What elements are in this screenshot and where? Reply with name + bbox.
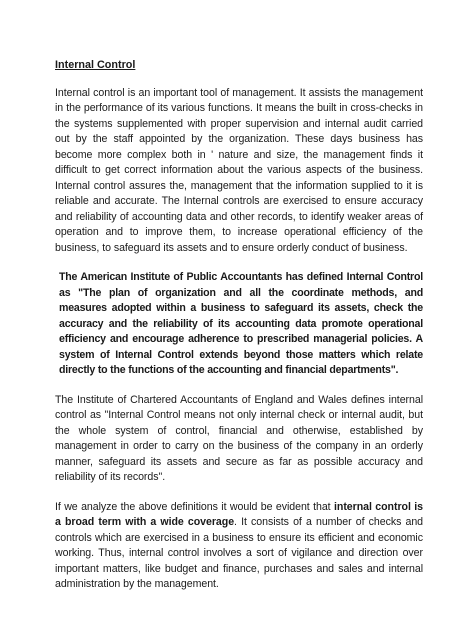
- paragraph-analysis-emphasis: internal control is a broad term with a wide coverage: [55, 500, 423, 528]
- document-page: [55, 58, 423, 593]
- document-heading: Internal Control: [55, 59, 136, 71]
- paragraph-analysis: [55, 500, 423, 593]
- paragraph-analysis-start: If we analyze the above definitions it would be evident that: [55, 500, 334, 513]
- paragraph-definition-intro: Internal control is an important tool of management. It assists the management in the performance of its various functions. It means the built in cross-checks in the systems supplemented with proper supervision and internal audit carried out by the staff appointed by the organization. These days business has become more complex both in ' nature and size, the management finds it difficult to get correct information about the various aspects of the business. Internal control assures the, management that the information supplied to it is reliable and accurate. The Internal controls are exercised to ensure accuracy and reliability of accounting data and other records, to identify weaker areas of operation and to improve them, to increase operational efficiency of the business, to safeguard its assets and to ensure orderly conduct of business.: [55, 86, 423, 254]
- paragraph-analysis-end: . It consists of a number of checks and controls which are exercised in a business to ensure its efficient and economic working. Thus, internal control involves a sort of vigilance and direction over important matters, like budget and finance, purchases and sales and internal administration by the management.: [55, 516, 424, 590]
- paragraph-aipa-definition: The American Institute of Public Accountants has defined Internal Control as "The plan of organization and all the coordinate methods, and measures adopted within a business to safeguard its assets, check the accuracy and the reliability of its accounting data promote operational efficiency and encourage adherence to prescribed managerial policies. A system of Internal Control extends beyond those matters which relate directly to the functions of the accounting and financial departments".: [59, 271, 423, 376]
- paragraph-icaew-definition: The Institute of Chartered Accountants of England and Wales defines internal control as "Internal Control means not only internal check or internal audit, but the whole system of control, financial and otherwise, established by management in order to carry on the business of the company in an orderly manner, safeguard its assets and secure as far as possible accuracy and reliability of its records".: [55, 393, 423, 483]
